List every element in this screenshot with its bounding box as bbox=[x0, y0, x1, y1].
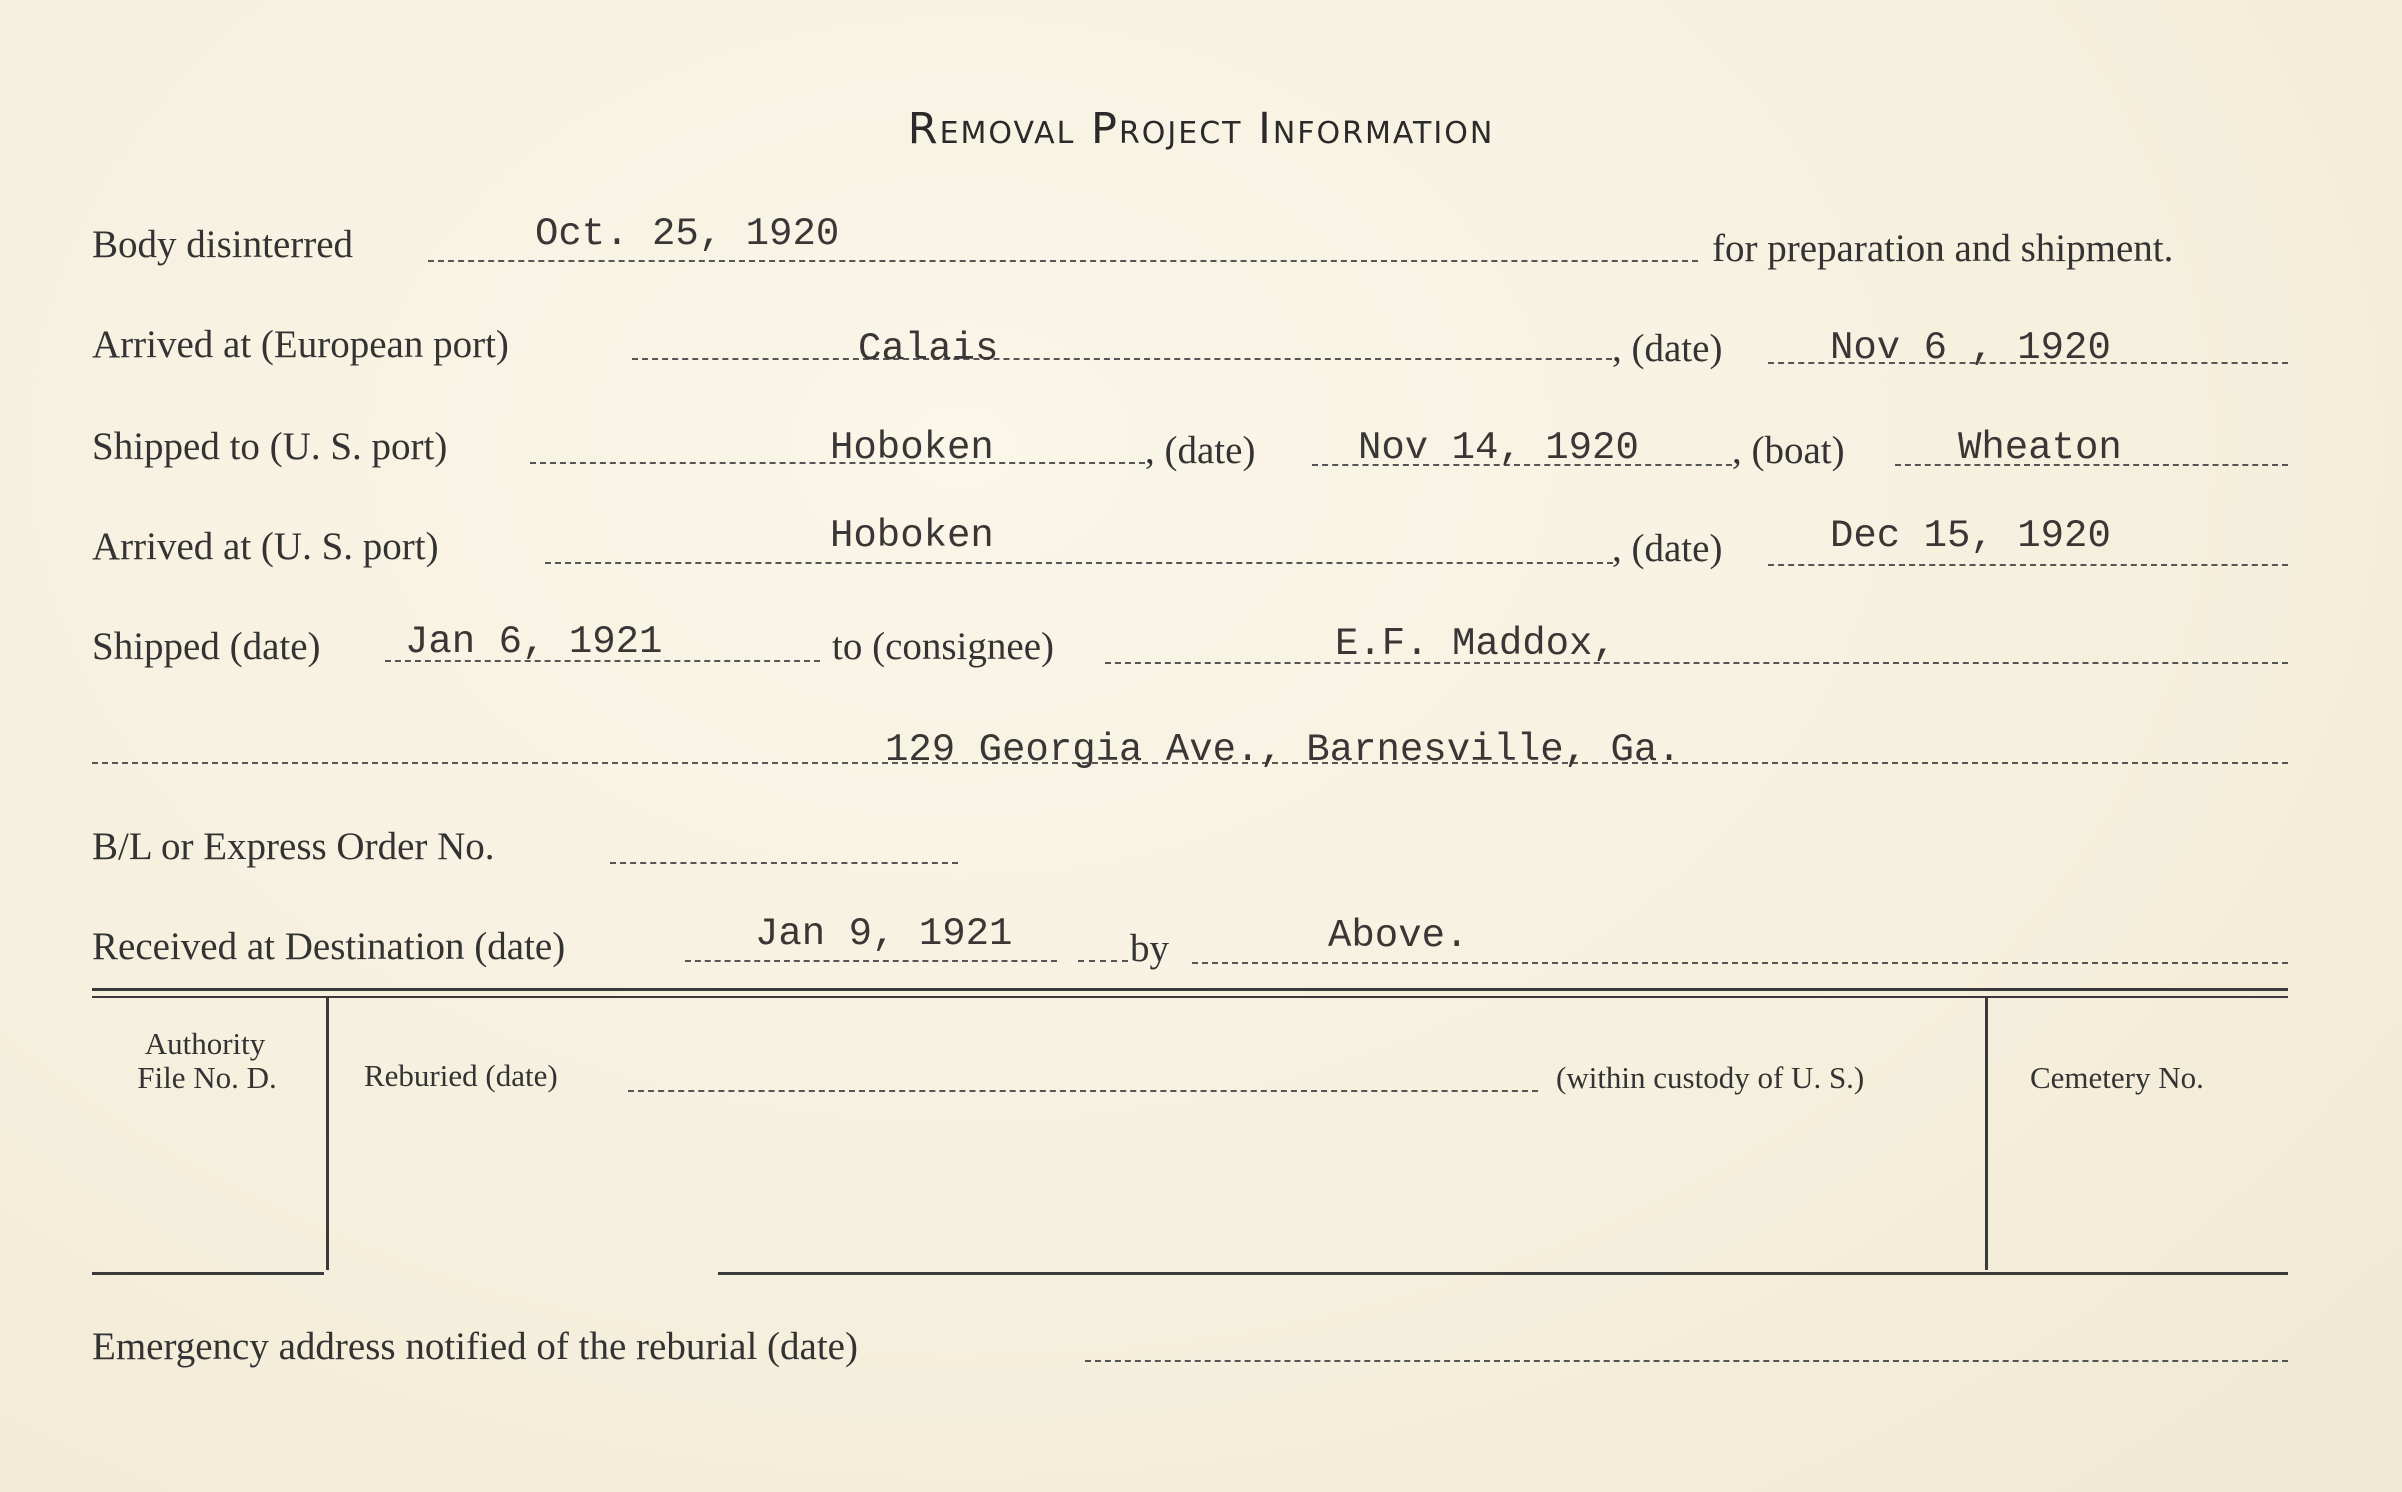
arrived-euro-value: Calais bbox=[858, 327, 999, 371]
body-disinterred-suffix: for preparation and shipment. bbox=[1712, 227, 2174, 270]
arrived-us-date-label: , (date) bbox=[1612, 527, 1723, 570]
table-bottom-rule-right bbox=[718, 1272, 2288, 1275]
authority-label-1: Authority bbox=[144, 1026, 266, 1061]
body-disinterred-label: Body disinterred bbox=[92, 223, 354, 266]
table-divider-left bbox=[326, 998, 329, 1270]
boat-value: Wheaton bbox=[1958, 426, 2122, 470]
arrived-us-label: Arrived at (U. S. port) bbox=[92, 525, 439, 568]
table-divider-right bbox=[1985, 998, 1988, 1270]
received-by-pre-line bbox=[1078, 960, 1128, 962]
arrived-us-line bbox=[545, 562, 1613, 564]
body-disinterred-value: Oct. 25, 1920 bbox=[535, 212, 840, 256]
shipped-us-value: Hoboken bbox=[830, 426, 994, 470]
table-bottom-rule-left bbox=[92, 1272, 324, 1275]
received-line bbox=[685, 960, 1057, 962]
arrived-euro-label: Arrived at (European port) bbox=[92, 323, 509, 366]
arrived-us-date-line bbox=[1768, 564, 2288, 566]
address-value: 129 Georgia Ave., Barnesville, Ga. bbox=[885, 728, 1681, 772]
consignee-line bbox=[1105, 662, 2288, 664]
by-value: Above. bbox=[1328, 914, 1469, 958]
form-title: Removal Project Information bbox=[907, 104, 1495, 154]
reburied-label: Reburied (date) bbox=[364, 1058, 558, 1093]
received-label: Received at Destination (date) bbox=[92, 925, 566, 968]
cemetery-label: Cemetery No. bbox=[2030, 1060, 2204, 1095]
by-label: by bbox=[1130, 927, 1169, 970]
arrived-us-value: Hoboken bbox=[830, 514, 994, 558]
arrived-euro-date-label: , (date) bbox=[1612, 327, 1723, 370]
shipped-us-label: Shipped to (U. S. port) bbox=[92, 425, 448, 468]
body-disinterred-line bbox=[428, 260, 1698, 262]
boat-label: , (boat) bbox=[1732, 429, 1845, 472]
emergency-label: Emergency address notified of the reburial (date) bbox=[92, 1325, 858, 1368]
bl-label: B/L or Express Order No. bbox=[92, 825, 495, 868]
consignee-label: to (consignee) bbox=[832, 625, 1055, 668]
shipped-us-date-label: , (date) bbox=[1145, 429, 1256, 472]
emergency-line bbox=[1085, 1360, 2288, 1362]
received-value: Jan 9, 1921 bbox=[755, 912, 1013, 956]
shipped-date-label: Shipped (date) bbox=[92, 625, 321, 668]
table-top-rule-2 bbox=[92, 996, 2288, 998]
shipped-us-date: Nov 14, 1920 bbox=[1358, 426, 1639, 470]
custody-label: (within custody of U. S.) bbox=[1556, 1060, 1865, 1095]
arrived-euro-date: Nov 6 , 1920 bbox=[1830, 326, 2111, 370]
arrived-euro-line bbox=[632, 358, 1612, 360]
by-line bbox=[1192, 962, 2288, 964]
consignee-value: E.F. Maddox, bbox=[1335, 622, 1616, 666]
table-top-rule-1 bbox=[92, 988, 2288, 991]
reburied-line bbox=[628, 1090, 1538, 1092]
authority-label-2: File No. D. bbox=[137, 1060, 277, 1095]
arrived-us-date: Dec 15, 1920 bbox=[1830, 514, 2111, 558]
bl-line bbox=[610, 862, 958, 864]
shipped-date-value: Jan 6, 1921 bbox=[405, 620, 663, 664]
